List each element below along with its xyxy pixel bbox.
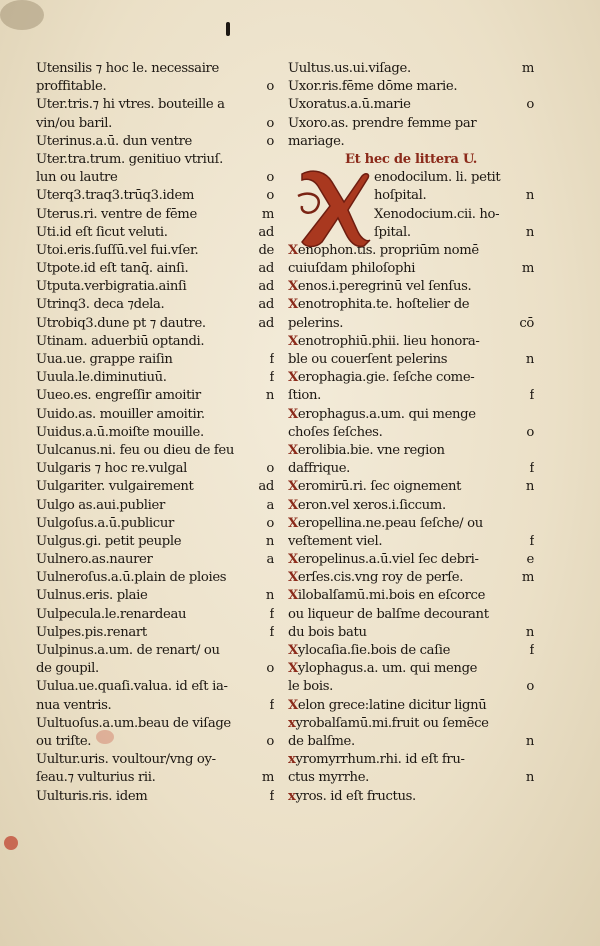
entry-line	[288, 351, 534, 369]
gender-mark: o	[266, 133, 274, 149]
rubricated-letter: X	[288, 515, 298, 531]
entry-text: de goupil.	[36, 661, 99, 677]
gender-mark: f	[269, 370, 274, 386]
entry-line	[36, 751, 274, 769]
entry-text: choſes ſeſches.	[288, 424, 383, 440]
gender-mark: n	[265, 588, 274, 604]
entry-line	[288, 660, 534, 678]
entry-text: hoſpital.	[374, 188, 427, 204]
entry-line	[36, 424, 274, 442]
gender-mark: o	[266, 661, 274, 677]
entry-text: Utputa.verbigratia.ainſi	[36, 279, 187, 295]
entry-text: Uulpecula.le.renardeau	[36, 606, 187, 622]
gender-mark: n	[525, 188, 534, 204]
gender-mark: a	[266, 497, 274, 513]
entry-line	[36, 242, 274, 260]
entry-text: Uua.ue. grappe raiſin	[36, 352, 173, 367]
entry-text: Uultur.uris. voultour/vng oy-	[36, 752, 216, 768]
entry-text: lun ou lautre	[36, 170, 118, 186]
entry-line	[36, 406, 274, 424]
rubricated-letter: X	[288, 697, 298, 713]
rubricated-letter: X	[288, 570, 298, 586]
entry-text: Xenotrophita.te. hoſtelier de	[288, 297, 470, 313]
entry-text: ctus myrrhe.	[288, 770, 369, 786]
entry-line	[36, 333, 274, 351]
gender-mark: e	[526, 552, 534, 568]
entry-text: Xerophagia.gie. ſeſche come-	[288, 370, 475, 386]
rubricated-letter: x	[288, 752, 296, 768]
entry-line	[288, 587, 534, 605]
gender-mark: n	[265, 533, 274, 549]
gender-mark: o	[266, 733, 274, 749]
gender-mark: o	[526, 424, 534, 440]
entry-line	[36, 697, 274, 715]
entry-text: xyromyrrhum.rhi. id eſt fru-	[288, 752, 465, 768]
entry-text: veſtement viel.	[288, 533, 383, 549]
entry-text: le bois.	[288, 679, 333, 695]
entry-line	[36, 715, 274, 733]
gender-mark: o	[266, 461, 274, 477]
entry-text: Uxoratus.a.ū.marie	[288, 97, 411, 113]
rubricated-letter: X	[288, 242, 298, 258]
gender-mark: o	[266, 170, 274, 186]
gender-mark: f	[269, 352, 274, 367]
rubricated-letter: X	[288, 406, 298, 422]
entry-line	[288, 387, 534, 405]
entry-text: Xenos.i.peregrinū vel ſenſus.	[288, 279, 472, 295]
entry-text: Uterinus.a.ū. dun ventre	[36, 133, 192, 149]
entry-text: ble ou couerſent pelerins	[288, 352, 448, 367]
entry-text: ou triſte.	[36, 733, 92, 749]
entry-line	[36, 387, 274, 405]
entry-text: Uulcanus.ni. feu ou dieu de feu	[36, 442, 235, 458]
entry-text: Utrinq3. deca ⁊dela.	[36, 297, 165, 313]
entry-line	[288, 478, 534, 496]
entry-text: Utensilis ⁊ hoc le. necessaire	[36, 61, 219, 76]
entry-line	[36, 442, 274, 460]
gender-mark: n	[525, 733, 534, 749]
gender-mark: ad	[258, 261, 274, 277]
gender-mark: f	[269, 788, 274, 804]
entry-line	[288, 769, 534, 787]
gender-mark: n	[525, 479, 534, 495]
entry-line	[288, 533, 534, 551]
entry-text: Uterq3.traq3.trūq3.idem	[36, 188, 195, 204]
entry-line	[36, 460, 274, 478]
entry-line	[288, 424, 534, 442]
entry-text: Uti.id eſt ſicut veluti.	[36, 224, 168, 240]
entry-line	[288, 60, 534, 78]
gender-mark: o	[526, 97, 534, 113]
entry-text: Uter.tra.trum. genitiuo vtriuſ.	[36, 151, 223, 167]
entry-text: Xeropelinus.a.ū.viel ſec debri-	[288, 552, 479, 568]
entry-line	[36, 260, 274, 278]
gender-mark: n	[525, 770, 534, 786]
entry-line	[36, 96, 274, 114]
entry-line	[288, 642, 534, 660]
rubricated-letter: X	[288, 297, 298, 313]
entry-text: Uulgoſus.a.ū.publicur	[36, 515, 174, 531]
gender-mark: f	[529, 533, 534, 549]
gender-mark: o	[266, 115, 274, 131]
entry-text: Uultus.us.ui.viſage.	[288, 61, 411, 76]
entry-line	[36, 478, 274, 496]
entry-text: Xerſes.cis.vng roy de perſe.	[288, 570, 464, 586]
entry-line	[288, 515, 534, 533]
entry-line	[36, 678, 274, 696]
entry-text: Uulgaris ⁊ hoc re.vulgal	[36, 461, 187, 477]
entry-text: xyros. id eſt fructus.	[288, 788, 416, 804]
entry-line	[288, 551, 534, 569]
decorated-initial	[292, 166, 380, 256]
gender-mark: n	[265, 388, 274, 404]
page-stain	[0, 0, 44, 30]
gender-mark: ad	[258, 297, 274, 313]
entry-text: proffitable.	[36, 79, 107, 95]
entry-text: Xelon grece:latine dicitur lignū	[288, 697, 487, 713]
entry-line	[288, 497, 534, 515]
gender-mark: n	[525, 352, 534, 367]
rubricated-letter: X	[288, 552, 298, 568]
entry-line	[36, 624, 274, 642]
entry-text: Xerolibia.bie. vne region	[288, 442, 445, 458]
entry-line	[288, 278, 534, 296]
entry-line	[36, 587, 274, 605]
entry-line	[288, 624, 534, 642]
gender-mark: f	[529, 388, 534, 404]
entry-text: Uulneroſus.a.ū.plain de ploies	[36, 570, 227, 586]
entry-line	[288, 96, 534, 114]
left-column	[36, 60, 274, 806]
entry-text: enodocilum. li. petit	[374, 170, 501, 186]
entry-text: Uter.tris.⁊ hi vtres. bouteille a	[36, 97, 225, 113]
initial-x-icon	[292, 166, 372, 248]
entry-text: Uulturis.ris. idem	[36, 788, 148, 804]
gender-mark: f	[269, 624, 274, 640]
entry-line	[36, 533, 274, 551]
entry-line	[36, 351, 274, 369]
gender-mark: f	[529, 643, 534, 658]
gender-mark: ad	[258, 479, 274, 495]
rubricated-letter: X	[288, 279, 298, 295]
entry-line	[288, 133, 534, 151]
entry-text: Uulpes.pis.renart	[36, 624, 147, 640]
entry-text: cuiuſdam philoſophi	[288, 261, 416, 277]
entry-line	[288, 260, 534, 278]
gender-mark: o	[526, 679, 534, 695]
entry-line	[36, 733, 274, 751]
gender-mark: m	[261, 770, 274, 786]
entry-text: Uxoro.as. prendre femme par	[288, 115, 477, 131]
entry-text: Utoi.eris.ſuſſū.vel fui.vſer.	[36, 242, 199, 258]
entry-line	[288, 788, 534, 806]
entry-line	[36, 169, 274, 187]
rubricated-letter: X	[288, 588, 298, 604]
entry-line	[36, 133, 274, 151]
gender-mark: ad	[258, 279, 274, 295]
entry-text: Xenophon.tis. propriūm nomē	[288, 242, 479, 258]
entry-text: vin/ou baril.	[36, 115, 112, 131]
rubricated-letter: X	[288, 643, 298, 658]
rubricated-letter: X	[288, 333, 298, 349]
entry-line	[288, 569, 534, 587]
gender-mark: n	[525, 624, 534, 640]
entry-line	[288, 715, 534, 733]
gender-mark: ad	[258, 315, 274, 331]
entry-line	[36, 278, 274, 296]
entry-line	[36, 606, 274, 624]
entry-text: Uuido.as. mouiller amoitir.	[36, 406, 205, 422]
entry-text: Uulgus.gi. petit peuple	[36, 533, 182, 549]
entry-line	[36, 115, 274, 133]
entry-text: du bois batu	[288, 624, 367, 640]
entry-text: ſeau.⁊ vulturius rii.	[36, 770, 156, 786]
entry-line	[36, 769, 274, 787]
entry-text: daffrique.	[288, 461, 351, 477]
entry-text: Uulnus.eris. plaie	[36, 588, 148, 604]
entry-line	[36, 151, 274, 169]
entry-text: Uulgo as.aui.publier	[36, 497, 165, 513]
entry-text: Uultuoſus.a.um.beau de viſage	[36, 715, 231, 731]
entry-line	[288, 78, 534, 96]
entry-text: Uterus.ri. ventre de fēme	[36, 206, 197, 222]
entry-text: Xylocaſia.ſie.bois de caſie	[288, 643, 451, 658]
rubricated-letter: X	[288, 442, 298, 458]
gender-mark: o	[266, 79, 274, 95]
entry-line	[36, 224, 274, 242]
entry-text: ſtion.	[288, 388, 321, 404]
gender-mark: o	[266, 515, 274, 531]
entry-text: Xylophagus.a. um. qui menge	[288, 661, 478, 677]
entry-line	[36, 206, 274, 224]
entry-text: Utpote.id eſt tanq̄. ainſi.	[36, 261, 189, 277]
rubricated-letter: x	[288, 715, 296, 731]
gender-mark: m	[521, 61, 534, 76]
entry-text: Uulgariter. vulgairement	[36, 479, 194, 495]
entry-text: Xerophagus.a.um. qui menge	[288, 406, 476, 422]
entry-line	[288, 751, 534, 769]
entry-line	[288, 296, 534, 314]
entry-line	[36, 515, 274, 533]
entry-text: de balſme.	[288, 733, 355, 749]
entry-text: Uulua.ue.quaſi.valua. id eſt ia-	[36, 679, 228, 695]
entry-line	[288, 460, 534, 478]
entry-line	[288, 606, 534, 624]
entry-text: xyrobalſamū.mi.fruit ou ſemēce	[288, 715, 489, 731]
gender-mark: ad	[258, 224, 274, 240]
gender-mark: m	[521, 261, 534, 277]
entry-line	[36, 369, 274, 387]
entry-text: pelerins.	[288, 315, 344, 331]
gender-mark: cō	[519, 315, 534, 331]
entry-line	[36, 660, 274, 678]
entry-text: Xenotrophiū.phii. lieu honora-	[288, 333, 480, 349]
entry-text: Xenodocium.cii. ho-	[374, 206, 500, 222]
entry-line	[288, 678, 534, 696]
entry-text: Uuidus.a.ū.moiſte mouille.	[36, 424, 204, 440]
entry-text: nua ventris.	[36, 697, 112, 713]
entry-line	[36, 78, 274, 96]
entry-text: Xeron.vel xeros.i.ſiccum.	[288, 497, 446, 513]
gender-mark: f	[269, 697, 274, 713]
ink-stain	[4, 836, 18, 850]
entry-line	[36, 296, 274, 314]
entry-text: ſpital.	[374, 224, 411, 240]
entry-text: Uxor.ris.fēme dōme marie.	[288, 79, 458, 95]
entry-line	[36, 642, 274, 660]
entry-text: Uueo.es. engreſſir amoitir	[36, 388, 201, 404]
gender-mark: f	[529, 461, 534, 477]
entry-text: Utinam. aduerbiū optandi.	[36, 333, 205, 349]
entry-text: Xeromirū.ri. ſec oignement	[288, 479, 462, 495]
entry-line	[288, 406, 534, 424]
printer-mark	[226, 22, 230, 36]
entry-line	[36, 569, 274, 587]
entry-line	[288, 369, 534, 387]
gender-mark: n	[525, 224, 534, 240]
gender-mark: a	[266, 552, 274, 568]
entry-text: mariage.	[288, 133, 345, 149]
entry-line	[288, 333, 534, 351]
entry-line	[36, 60, 274, 78]
gender-mark: f	[269, 606, 274, 622]
rubricated-letter: X	[288, 497, 298, 513]
entry-text: Xilobalſamū.mi.bois en eſcorce	[288, 588, 486, 604]
rubricated-letter: x	[288, 788, 296, 804]
entry-text: ou liqueur de balſme decourant	[288, 606, 489, 622]
gender-mark: m	[261, 206, 274, 222]
entry-text: Utrobiq3.dune pt ⁊ dautre.	[36, 315, 206, 331]
entry-line	[288, 697, 534, 715]
entry-line	[288, 442, 534, 460]
entry-line	[36, 551, 274, 569]
entry-text: Uuula.le.diminutiuū.	[36, 370, 167, 386]
entry-line	[288, 733, 534, 751]
entry-text: Xeropellina.ne.peau ſeſche/ ou	[288, 515, 483, 531]
rubricated-letter: X	[288, 661, 298, 677]
entry-text: Uulpinus.a.um. de renart/ ou	[36, 643, 220, 658]
gender-mark: m	[521, 570, 534, 586]
entry-text: Uulnero.as.naurer	[36, 552, 153, 568]
entry-line	[36, 788, 274, 806]
gender-mark: de	[258, 242, 274, 258]
rubricated-letter: X	[288, 479, 298, 495]
section-heading-text: Et hec de littera U.	[344, 151, 478, 167]
gender-mark: o	[266, 188, 274, 204]
rubricated-letter: X	[288, 370, 298, 386]
entry-line	[36, 187, 274, 205]
entry-line	[36, 315, 274, 333]
entry-line	[288, 115, 534, 133]
entry-line	[288, 315, 534, 333]
entry-line	[36, 497, 274, 515]
